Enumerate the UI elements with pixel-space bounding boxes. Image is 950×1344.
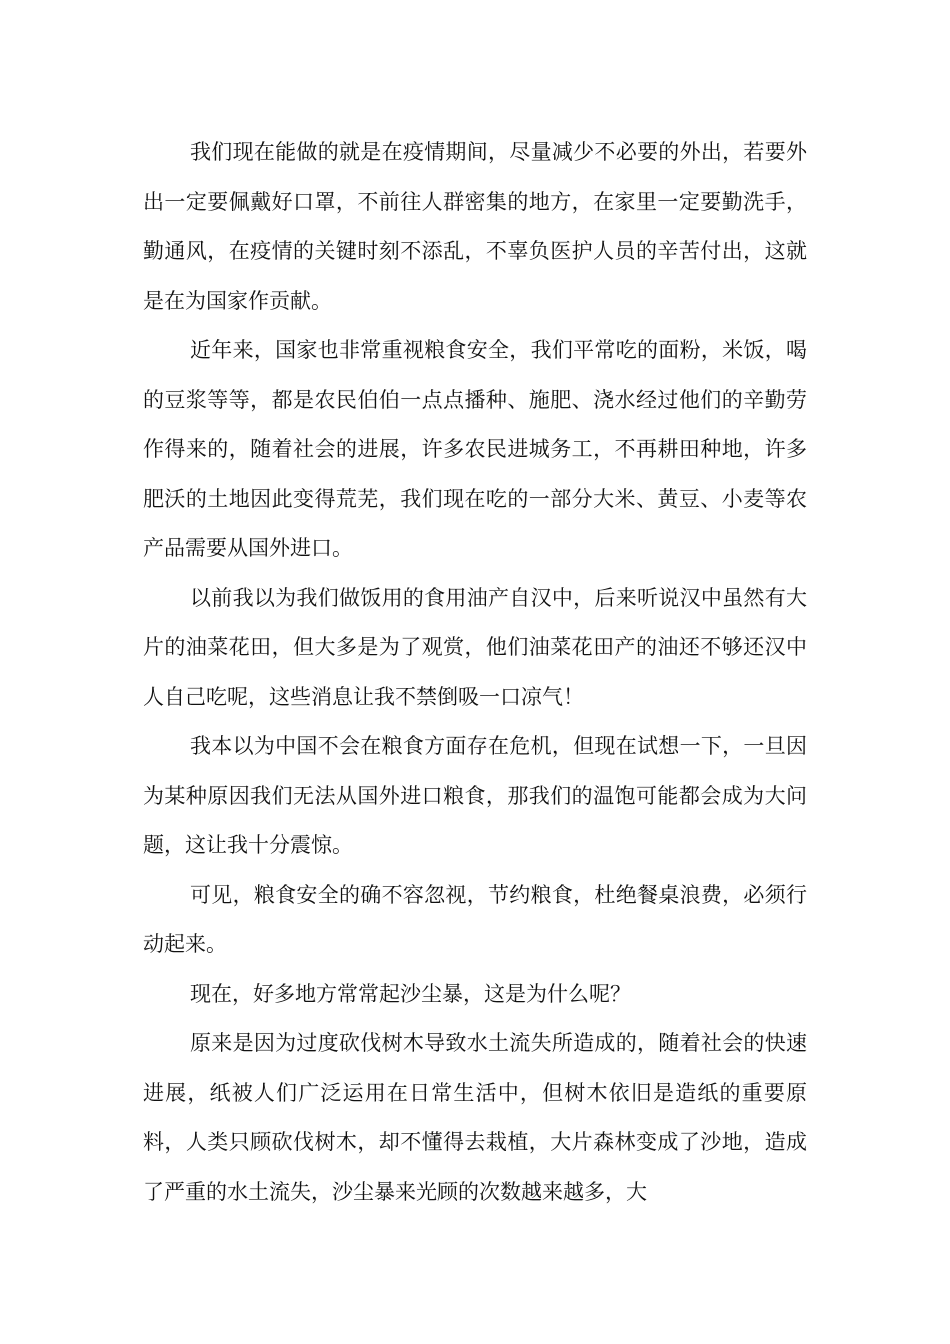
document-body <box>143 128 807 1217</box>
paragraph: 近年来，国家也非常重视粮食安全，我们平常吃的面粉，米饭，喝的豆浆等等，都是农民伯伯一点点播种、施肥、浇水经过他们的辛勤劳作得来的，随着社会的进展，许多农民进城务工，不再耕田种地，许多肥沃的土地因此变得荒芜，我们现在吃的一部分大米、黄豆、小麦等农产品需要从国外进口。 <box>143 338 807 560</box>
paragraph: 现在，好多地方常常起沙尘暴，这是为什么呢？ <box>190 981 631 1006</box>
paragraph: 可见，粮食安全的确不容忽视，节约粮食，杜绝餐桌浪费，必须行动起来。 <box>143 882 807 956</box>
paragraph: 以前我以为我们做饭用的食用油产自汉中，后来听说汉中虽然有大片的油菜花田，但大多是为了观赏，他们油菜花田产的油还不够还汉中人自己吃呢，这些消息让我不禁倒吸一口凉气！ <box>143 585 807 709</box>
paragraph: 我们现在能做的就是在疫情期间，尽量减少不必要的外出，若要外出一定要佩戴好口罩，不前往人群密集的地方，在家里一定要勤洗手，勤通风，在疫情的关键时刻不添乱，不辜负医护人员的辛苦付出，这就是在为国家作贡献。 <box>143 140 807 313</box>
paragraph: 我本以为中国不会在粮食方面存在危机，但现在试想一下，一旦因为某种原因我们无法从国外进口粮食，那我们的温饱可能都会成为大问题，这让我十分震惊。 <box>143 734 807 857</box>
paragraph: 原来是因为过度砍伐树木导致水土流失所造成的，随着社会的快速进展，纸被人们广泛运用在日常生活中，但树木依旧是造纸的重要原料，人类只顾砍伐树木，却不懂得去栽植，大片森林变成了沙地，造成了严重的水土流失，沙尘暴来光顾的次数越来越多，大 <box>143 1031 807 1204</box>
